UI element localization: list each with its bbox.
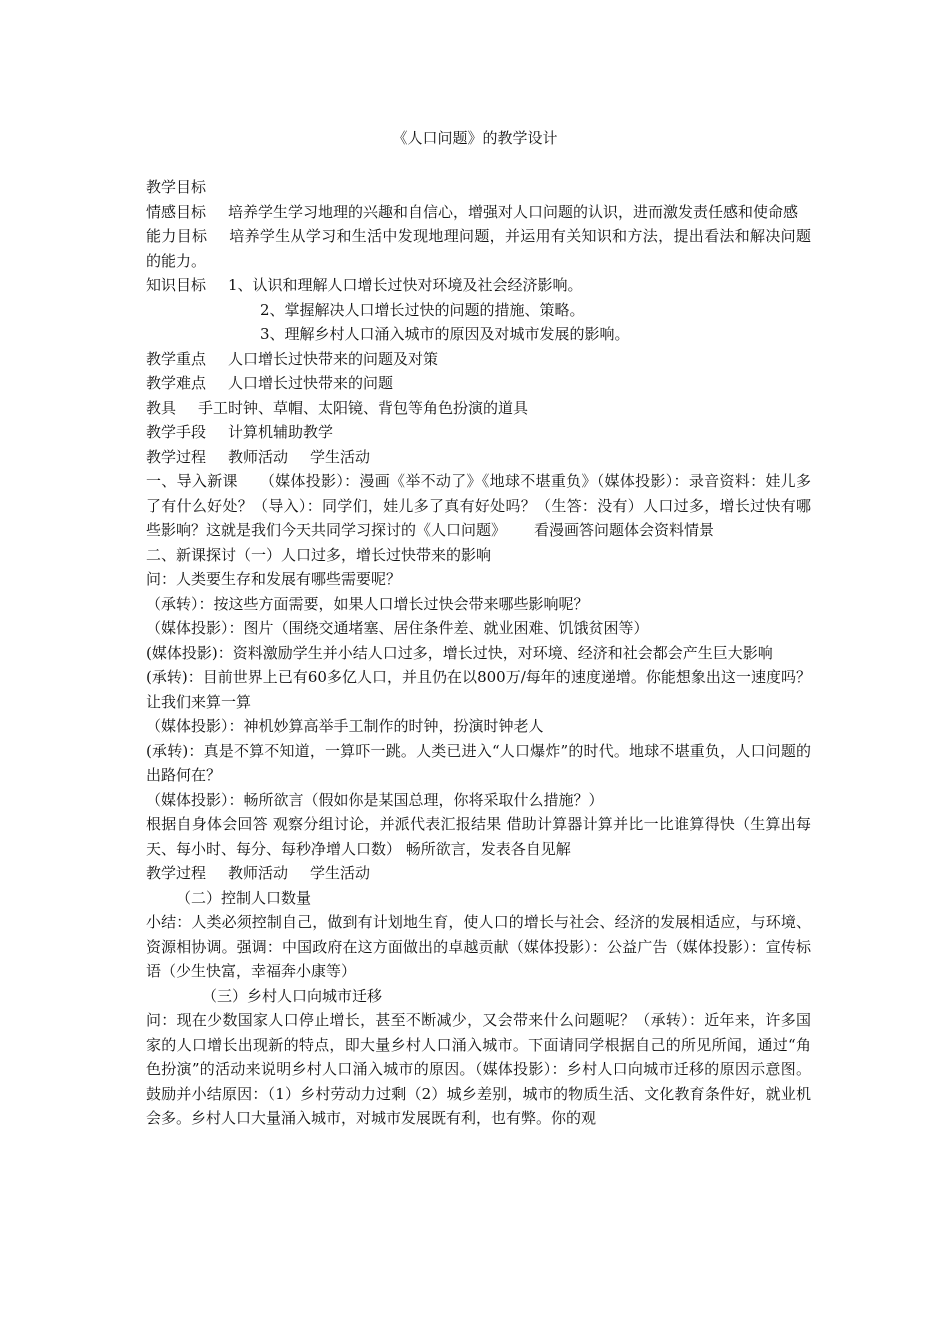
section2-heading: 二、新课探讨（一）人口过多，增长过快带来的影响	[146, 545, 492, 564]
key-point	[146, 347, 811, 372]
teacher-activity-label: 教师活动	[228, 864, 289, 882]
tools	[146, 396, 811, 421]
tools-text: 手工时钟、草帽、太阳镜、背包等角色扮演的道具	[198, 398, 529, 417]
process-header-2	[146, 861, 811, 886]
key-point-label: 教学重点	[146, 349, 207, 368]
key-point-text: 人口增长过快带来的问题及对策	[228, 349, 439, 368]
student-activity-label: 学生活动	[310, 864, 371, 882]
section2-line: (承转)：目前世界上已有60多亿人口，并且仍在以800万/每年的速度递增。你能想象出这一速度吗？让我们来算一算	[146, 668, 811, 711]
method-label: 教学手段	[146, 423, 207, 441]
method	[146, 420, 811, 445]
section2-line: (媒体投影)：资料激励学生并小结人口过多，增长过快，对环境、经济和社会都会产生巨大影响	[146, 643, 773, 662]
knowledge-item: 1、认识和理解人口增长过快对环境及社会经济影响。	[228, 276, 583, 294]
ability-goal	[146, 224, 811, 273]
knowledge-item: 3、理解乡村人口涌入城市的原因及对城市发展的影响。	[260, 325, 630, 343]
process-label: 教学过程	[146, 447, 207, 466]
section2-line: 问：人类要生存和发展有哪些需要呢？	[146, 570, 402, 588]
ability-goal-text: 培养学生从学习和生活中发现地理问题，并运用有关知识和方法，提出看法和解决问题的能力。	[146, 227, 811, 270]
emotion-goal-label: 情感目标	[146, 202, 207, 221]
goals-heading: 教学目标	[146, 178, 207, 196]
subsection3-text: 问：现在少数国家人口停止增长，甚至不断减少，又会带来什么问题呢？（承转）：近年来，许多国家的人口增长出现新的特点，即大量乡村人口涌入城市。下面请同学根据自己的所见所闻，通过“角色扮演”的活动来说明乡村人口涌入城市的原因。（媒体投影）：乡村人口向城市迁移的原因示意图。鼓励并小结原因：（1）乡村劳动力过剩（2）城乡差别，城市的物质生活、文化教育条件好，就业机会多。乡村人口大量涌入城市，对城市发展既有利，也有弊。你的观	[146, 1011, 811, 1127]
section2-line: (承转)：真是不算不知道，一算吓一跳。人类已进入“人口爆炸”的时代。地球不堪重负，人口问题的出路何在？	[146, 741, 811, 784]
section1-student-text: 看漫画答问题体会资料情景	[534, 521, 715, 539]
section1-heading: 一、导入新课	[146, 472, 238, 490]
knowledge-item: 2、掌握解决人口增长过快的问题的措施、策略。	[260, 300, 585, 319]
emotion-goal	[146, 200, 811, 225]
method-text: 计算机辅助教学	[228, 423, 334, 441]
document-body	[146, 175, 811, 1131]
subsection2-heading: （二）控制人口数量	[176, 888, 312, 907]
difficulty-text: 人口增长过快带来的问题	[228, 374, 394, 392]
knowledge-goal-label: 知识目标	[146, 276, 207, 294]
section2-line: （承转）：按这些方面需要，如果人口增长过快会带来哪些影响呢？	[146, 594, 589, 613]
section1-paragraph	[146, 469, 811, 543]
teacher-activity-label: 教师活动	[228, 447, 289, 466]
knowledge-goal	[146, 273, 811, 298]
difficulty-label: 教学难点	[146, 374, 207, 392]
process-header	[146, 445, 811, 470]
document-title: 《人口问题》的教学设计	[392, 129, 558, 147]
emotion-goal-text: 培养学生学习地理的兴趣和自信心，增强对人口问题的认识，进而激发责任感和使命感	[228, 202, 799, 221]
section2-line: （媒体投影）：神机妙算高举手工制作的时钟，扮演时钟老人	[146, 717, 544, 735]
student-activity-label: 学生活动	[310, 447, 371, 466]
tools-label: 教具	[146, 398, 177, 417]
ability-goal-label: 能力目标	[146, 227, 208, 245]
section2-line: 根据自身体会回答 观察分组讨论，并派代表汇报结果 借助计算器计算并比一比谁算得快（生算出每天、每小时、每分、每秒净增人口数） 畅所欲言，发表各自见解	[146, 815, 811, 858]
section2-line: （媒体投影）：图片（围绕交通堵塞、居住条件差、就业困难、饥饿贫困等）	[146, 619, 649, 637]
subsection2-text: 小结：人类必须控制自己，做到有计划地生育，使人口的增长与社会、经济的发展相适应，与环境、资源相协调。强调：中国政府在这方面做出的卓越贡献（媒体投影）：公益广告（媒体投影）：宣传标语（少生快富，幸福奔小康等）	[146, 913, 811, 980]
section1-text: （媒体投影）：漫画《举不动了》《地球不堪重负》（媒体投影）：录音资料：娃儿多了有什么好处？（导入）：同学们，娃儿多了真有好处吗？（生答：没有）人口过多，增长过快有哪些影响？这就是我们今天共同学习探讨的《人口问题》	[146, 472, 811, 539]
subsection3-heading: （三）乡村人口向城市迁移	[202, 986, 383, 1005]
process-label: 教学过程	[146, 864, 207, 882]
difficulty	[146, 371, 811, 396]
section2-line: （媒体投影）：畅所欲言（假如你是某国总理，你将采取什么措施？）	[146, 790, 604, 809]
